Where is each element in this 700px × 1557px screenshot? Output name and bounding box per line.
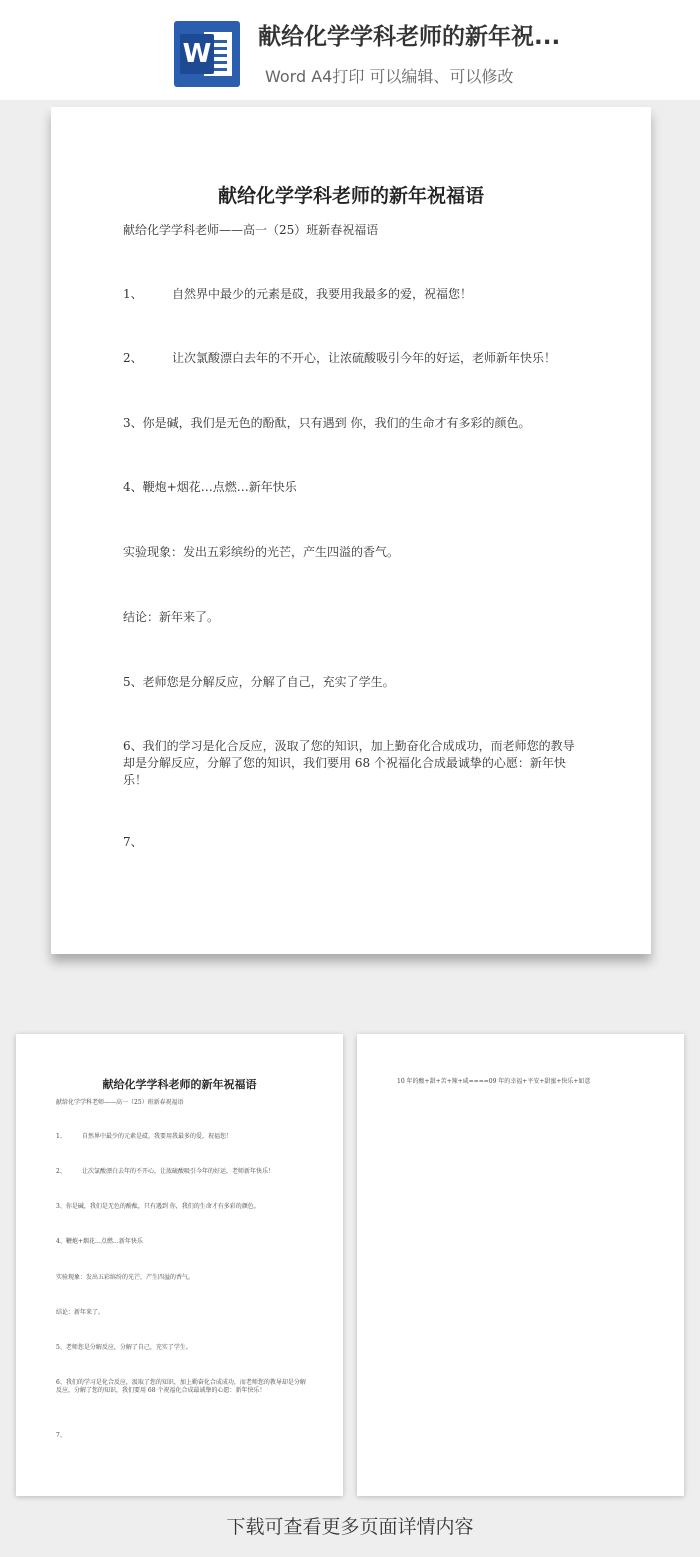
thumb-conclusion: 结论：新年来了。 (56, 1309, 105, 1316)
paragraph-item-4: 4、鞭炮+烟花…点燃…新年快乐 (123, 480, 297, 494)
thumb-title: 献给化学学科老师的新年祝福语 (102, 1078, 257, 1091)
paragraph-conclusion: 结论：新年来了。 (123, 610, 220, 624)
paragraph-item-6: 6、我们的学习是化合反应，汲取了您的知识，加上勤奋化合成成功，而老师您的教导却是分解反应，分解了您的知识，我们要用 68 个祝福化合成最诚挚的心愿：新年快乐！ (123, 739, 575, 787)
paragraph-item-5: 5、老师您是分解反应，分解了自己，充实了学生。 (123, 675, 395, 689)
page-thumbnail-2[interactable] (357, 1034, 684, 1496)
thumb-page2-line: 10 年的酸+甜+苦+辣+咸====09 年的幸福+平安+甜蜜+快乐+如意 (397, 1078, 591, 1085)
paragraph-item-2 (123, 349, 585, 368)
paragraph-experiment: 实验现象：发出五彩缤纷的光芒，产生四溢的香气。 (123, 545, 400, 559)
word-icon-letter: W (180, 34, 214, 74)
thumb-subtitle: 献给化学学科老师——高一（25）班新春祝福语 (56, 1099, 184, 1106)
thumb-item-1: 1、 自然界中最少的元素是砹，我要用我最多的爱，祝福您！ (56, 1133, 233, 1140)
item-number: 1、 (123, 287, 143, 301)
paragraph-item-3: 3、你是碱，我们是无色的酚酞，只有遇到 你，我们的生命才有多彩的颜色。 (123, 416, 531, 430)
paragraph-item-7: 7、 (123, 835, 143, 849)
header-bar (0, 0, 700, 100)
thumb-item-4: 4、鞭炮+烟花…点燃…新年快乐 (56, 1238, 143, 1245)
thumb-item-5: 5、老师您是分解反应，分解了自己，充实了学生。 (56, 1344, 192, 1351)
document-title-heading: 献给化学学科老师的新年祝... (258, 24, 561, 50)
page-subtitle: 献给化学学科老师——高一（25）班新春祝福语 (123, 223, 379, 237)
word-icon (174, 21, 240, 87)
thumb-item-3: 3、你是碱，我们是无色的酚酞，只有遇到 你，我们的生命才有多彩的颜色。 (56, 1203, 260, 1210)
document-format-subtitle: Word A4打印 可以编辑、可以修改 (265, 67, 514, 86)
thumb-item-2: 2、 让次氯酸漂白去年的不开心，让浓硫酸吸引今年的好运，老师新年快乐！ (56, 1168, 275, 1175)
page-title: 献给化学学科老师的新年祝福语 (217, 185, 484, 207)
item-text: 自然界中最少的元素是砹，我要用我最多的爱，祝福您！ (172, 287, 473, 301)
thumb-item-7: 7、 (56, 1432, 66, 1439)
page-thumbnail-1[interactable] (16, 1034, 343, 1496)
item-number: 2、 (123, 351, 143, 365)
paragraph-item-1 (123, 285, 585, 304)
thumb-experiment: 实验现象：发出五彩缤纷的光芒，产生四溢的香气。 (56, 1274, 195, 1281)
item-text: 让次氯酸漂白去年的不开心，让浓硫酸吸引今年的好运，老师新年快乐！ (172, 351, 557, 365)
thumb-item-6: 6、我们的学习是化合反应，汲取了您的知识，加上勤奋化合成成功，而老师您的教导却是分解反应，分解了您的知识，我们要用 68 个祝福化合成最诚挚的心愿：新年快乐！ (56, 1379, 306, 1394)
download-more-link[interactable]: 下载可查看更多页面详情内容 (226, 1516, 474, 1538)
document-preview-page (51, 107, 651, 954)
